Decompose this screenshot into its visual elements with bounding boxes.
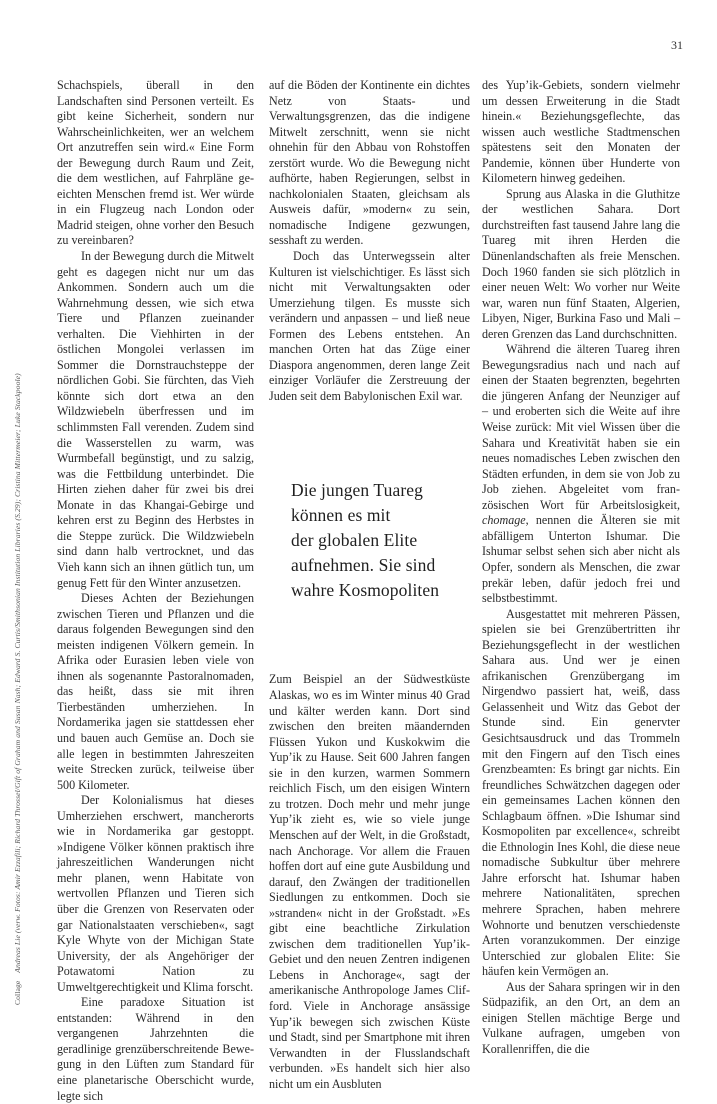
caption-label: Collage bbox=[13, 980, 22, 1005]
column-2 bbox=[269, 78, 470, 1092]
pull-quote-line: können es mit bbox=[291, 505, 391, 526]
paragraph bbox=[482, 342, 680, 606]
paragraph: Zum Beispiel an der Südwestküste Alaskas, wo es im Winter minus 40 Grad und kälter werden kann. Dort sind zwischen den breiten mäandernden Flüssen Yukon und Kuskokwim die Yup’ik zu Hause. Seit 600 Jahren fangen sie in den kurzen, warmen Sommern reichlich Fisch, um den eisigen Wintern zu trotzen. Doch mehr und mehr junge Yup’ik zieht es, wie so viele junge Menschen auf der Welt, in die Großstadt, nach Anchorage. Vor allem die Frauen hoffen dort auf eine gute Ausbildung und darauf, den Zwängen der traditionellen Siedlungen zu entkommen. Doch sie »stranden« nicht in der Großstadt. »Es gibt eine beachtliche Zirkulation zwischen dem traditionellen Yup’ik-Gebiet und den neuen Zentren indigenen Lebens in Anchorage«, sagt der amerikanische Anthropologe James Clifford. Viele in Anchorage ansässige Yup’ik bewegen sich zwischen Küste und Stadt, sind per Smartphone mit ihren Verwandten in der Flusslandschaft verbunden. »Es handelt sich hier also nicht um ein Ausbluten bbox=[269, 672, 470, 1091]
column-3 bbox=[482, 78, 680, 1057]
paragraph: des Yup’ik-Gebiets, sondern vielmehr um dessen Erweiterung in die Stadt hinein.« Beziehungsgeflechte, das wissen auch westliche Stadtmenschen spätestens seit den Monaten der Pandemie, können über Hunderte von Kilometern hinweg gedeihen. bbox=[482, 78, 680, 186]
paragraph: Schachspiels, überall in den Landschaften sind Personen verteilt. Es gibt keine Sicherheit, sondern nur Wahrscheinlichkeiten, wer an welchem Ort anzutreffen sein wird.« Eine Form der Bewegung durch Raum und Zeit, die dem westlichen, auf Fahrpläne geeichten Menschen fremd ist. Wer würde in ein Flugzeug nach London oder Madrid steigen, ohne vorher den Besuch zu vereinbaren? bbox=[57, 78, 254, 248]
column-1 bbox=[57, 78, 254, 1104]
paragraph: Der Kolonialismus hat dieses Umherziehen erschwert, mancherorts wie in Nordamerika gar gestoppt. »Indigene Völker können praktisch ihre jahreszeitlichen Wanderungen nicht mehr planen, wenn Habitate von wertvollen Pflanzen und Tieren sich über die Grenzen von Reservaten oder gar Nationalstaaten verschieben«, sagt Kyle Whyte von der Michigan State University, der als Angehöriger der Potawatomi Nation zu Umweltgerechtigkeit und Klima forscht. bbox=[57, 793, 254, 994]
photo-credit-caption bbox=[13, 373, 22, 1005]
page-number: 31 bbox=[671, 38, 683, 52]
pull-quote-line: der globalen Elite bbox=[291, 530, 418, 551]
paragraph: Aus der Sahara springen wir in den Südpazifik, an den Ort, an dem an einigen Stellen mächtige Berge und Vulkane aufragen, umgeben von Korallenriffen, die die bbox=[482, 979, 680, 1056]
paragraph: Dieses Achten der Beziehungen zwischen Tieren und Pflanzen und die daraus folgenden Bewegungen sind den meisten indigenen Völkern gemein. In Afrika oder Eurasien leben viele von ihnen als sogenannte Pastoralnomaden, das heißt, dass sie mit ihren Tierbeständen umherziehen. In Nordamerika jagen sie stattdessen eher und bauen auch Gemüse an. Doch sie alle legen in bestimmten Jahreszeiten weite Strecken zurück, teilweise über 500 Kilometer. bbox=[57, 591, 254, 792]
pull-quote-line: wahre Kosmopoliten bbox=[291, 580, 440, 601]
pull-quote-line: Die jungen Tuareg bbox=[291, 480, 423, 501]
italic-term: chomage bbox=[482, 513, 526, 528]
paragraph: auf die Böden der Kontinente ein dichtes Netz von Staats- und Verwaltungsgrenzen, das die indigene Mitwelt zerschnitt, wenn sie nicht ohnehin für den Abbau von Rohstoffen zerstört wurde. Wo die Bewegung nicht aufhörte, haben Regierungen, selbst in nachkolonialen Staaten, gleichsam als Ausweis dafür, »modern« zu sein, nomadische Indigene gezwungen, sesshaft zu werden. bbox=[269, 78, 470, 248]
text-run: Während die älteren Tuareg ihren Bewegungsradius nach und nach auf einen der Staaten begrenzten, begehrten die jüngeren Anfang der Neunziger auf – und eroberten sich die Weite auf ihre Weise zurück: Mit viel Wissen über die Sahara und Kreativität haben sie ein neues nomadisches Leben zwischen den Städten erfunden, in dem sie von Job zu Job ziehen. Abgeleitet vom französischen Wort für Arbeitslosigkeit, bbox=[482, 342, 680, 512]
paragraph: Ausgestattet mit mehreren Pässen, spielen sie bei Grenzübertritten ihr Beziehungsgeflecht in der westlichen Sahara aus. Und wer je einen afrikanischen Grenzübergang im Nirgendwo passiert hat, weiß, dass Gelassenheit und Witz das Gebot der Stunde sind. Ein genervter Gesichtsausdruck und das Trommeln mit den Fingern auf den Tisch eines Grenzbeamten: Es bringt gar nichts. Ein freundliches Schwätzchen dagegen oder ein gemeinsames Lachen können den Schlagbaum öffnen. »Die Ishumar sind Kosmopoliten par excellence«, schreibt die Ethnologin Ines Kohl, die diese neue nomadische Subkultur über mehrere Jahre erforscht hat. Ishumar haben mehrere Nationalitäten, sprechen mehrere Sprachen, haben mehrere Wohnorte und benutzen verschiedenste Arten voranzukommen. Der einzige Unterschied zur globalen Elite: Sie häufen kein Vermögen an. bbox=[482, 606, 680, 979]
paragraph: Sprung aus Alaska in die Gluthitze der westlichen Sahara. Dort durchstreiften fast tausend Jahre lang die Tuareg mit ihren Herden die Dünenlandschaften als freie Menschen. Doch 1960 fanden sie sich plötzlich in einer neuen Welt: Wo vorher nur Weite war, waren nun fünf Staaten, Algerien, Libyen, Niger, Burkina Faso und Mali – deren Grenzen das Land durchschnitten. bbox=[482, 186, 680, 341]
text-run: , nennen die Älteren sie mit abfälligem Unterton Ishumar. Die Ishumar selbst sehen sich aber nicht als Opfer, sondern als Menschen, die zwar prekär leben, dafür jedoch frei und selbstbestimmt. bbox=[482, 513, 680, 606]
caption-credits: Andreas Lie (verw. Fotos: Amir Ezzafili; Richard Throssel/Gift of Graham and Susan Nash; Edward S. Curtis/Smithsonian Institution Libraries (S.29); Cristina Mittermeier; Luke Stackpoole) bbox=[13, 373, 22, 973]
pull-quote-line: aufnehmen. Sie sind bbox=[291, 555, 436, 576]
paragraph: Eine paradoxe Situation ist entstanden: Während in den vergangenen Jahrzehnten die geradlinige grenzüberschreitende Bewegung in den Lüften zum Standard für eine planetarische Oberschicht wurde, legte sich bbox=[57, 995, 254, 1103]
paragraph: In der Bewegung durch die Mitwelt geht es dagegen nicht nur um das Ankommen. Sondern auch um die Wahrnehmung dessen, wie sich etwa Tiere und Pflanzen zueinander verhalten. Die Viehhirten in der östlichen Mongolei verlassen im Sommer die Dornstrauchsteppe der nördlichen Gobi. Sie fürchten, das Vieh könnte sich dort etwa an den Wildzwiebeln überfressen und im schlimmsten Fall verenden. Zudem sind die Wasserstellen zu warm, was Wurmbefall begünstigt, und zu salzig, was die Fettbildung unterbindet. Die Hirten ziehen daher für zwei bis drei Monate in das Khangai-Gebirge und kehren erst zu Beginn des Herbstes in die Steppe zurück. Die Wildzwiebeln sind dann halb vertrocknet, und das Vieh kann sich an ihnen gütlich tun, um genug Fett für den Winter anzusetzen. bbox=[57, 249, 254, 590]
pull-quote bbox=[291, 478, 470, 603]
paragraph: Doch das Unterwegssein alter Kulturen ist vielschichtiger. Es lässt sich nicht mit Verwaltungsakten oder Umerziehung tilgen. Es musste sich verändern und anpassen – und ließ neue Formen des Lebens entstehen. An manchen Orten hat das Züge einer Diaspora angenommen, deren lange Zeit einziger Vorläufer die Zerstreuung der Juden seit dem Babylonischen Exil war. bbox=[269, 249, 470, 403]
